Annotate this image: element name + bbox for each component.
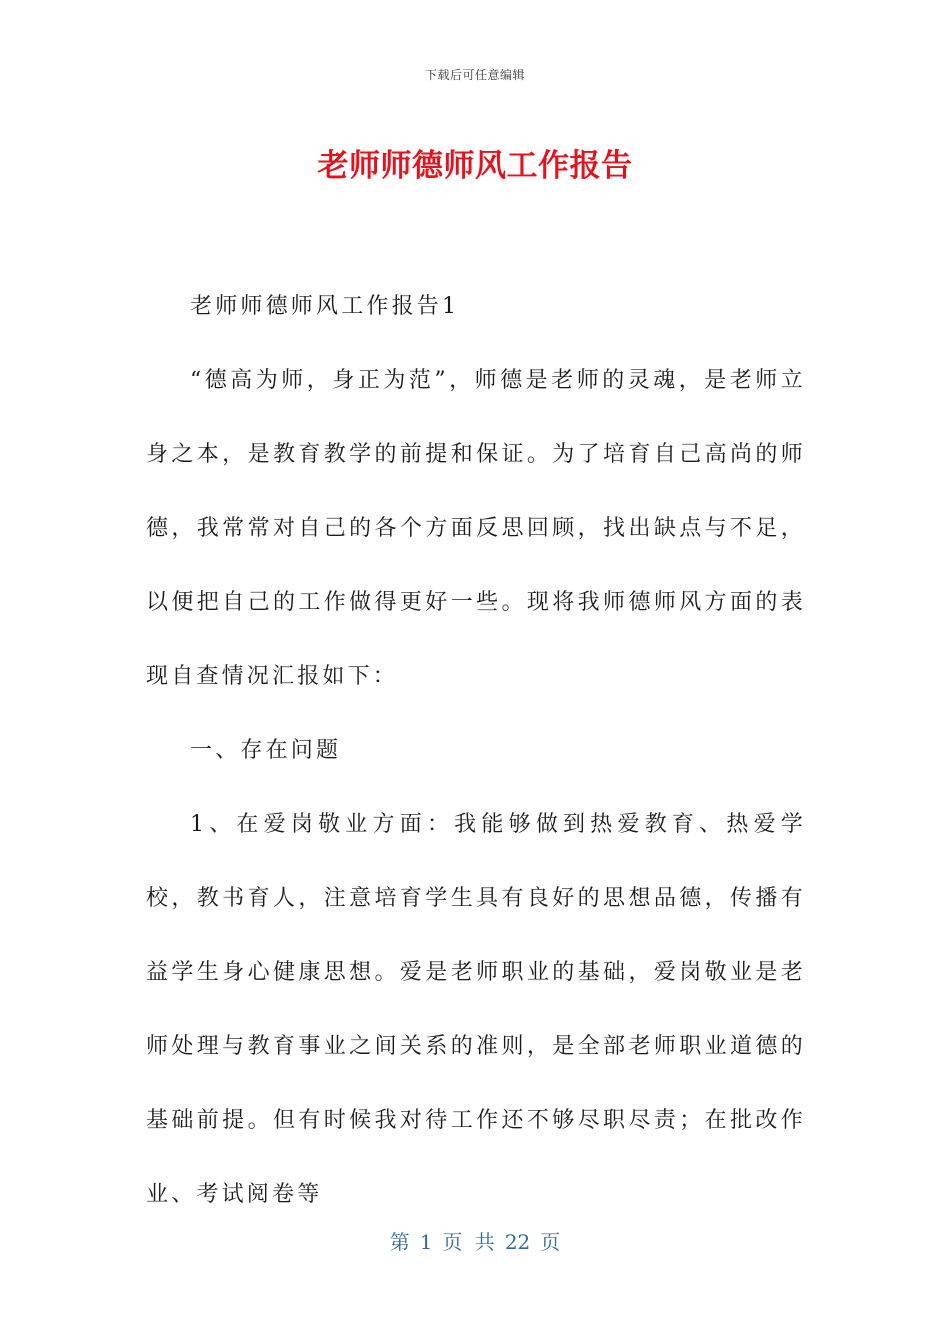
- page-number-footer: [0, 1226, 950, 1255]
- footer-current-page: 1: [419, 1230, 433, 1254]
- header-note: 下载后可任意编辑: [424, 68, 525, 82]
- footer-total-pages: 22: [504, 1230, 531, 1254]
- document-body: [146, 270, 806, 1232]
- footer-suffix: 页: [540, 1230, 561, 1254]
- section-heading-problems: 一、存在问题: [190, 738, 342, 763]
- footer-middle: 页 共: [442, 1230, 495, 1254]
- paragraph-item-1: 1、在爱岗敬业方面：我能够做到热爱教育、热爱学校，教书育人，注意培育学生具有良好的思想品德，传播有益学生身心健康思想。爱是老师职业的基础，爱岗敬业是老师处理与教育事业之间关系的准则，是全部老师职业道德的基础前提。但有时候我对待工作还不够尽职尽责；在批改作业、考试阅卷等: [146, 812, 806, 1207]
- section-heading: 老师师德师风工作报告1: [190, 294, 460, 319]
- document-title: 老师师德师风工作报告: [317, 148, 633, 184]
- paragraph-intro: “德高为师，身正为范”，师德是老师的灵魂，是老师立身之本，是教育教学的前提和保证。为了培育自己高尚的师德，我常常对自己的各个方面反思回顾，找出缺点与不足，以便把自己的工作做得更好一些。现将我师德师风方面的表现自查情况汇报如下：: [146, 368, 806, 689]
- footer-prefix: 第: [389, 1230, 410, 1254]
